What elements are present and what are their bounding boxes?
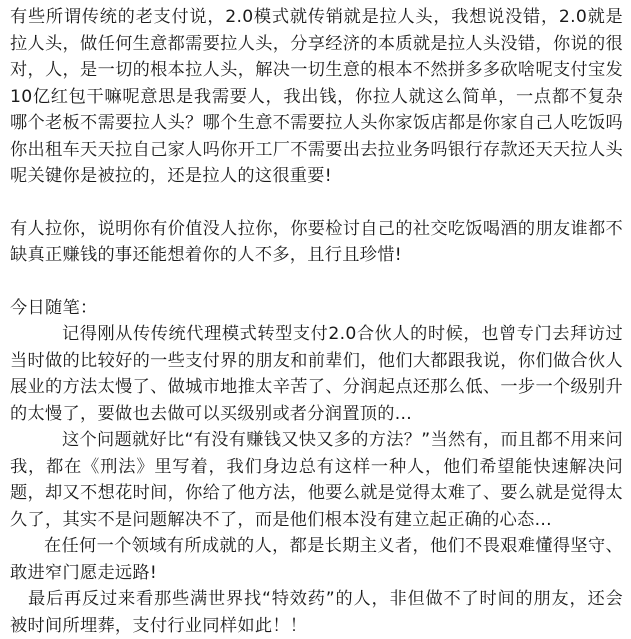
paragraph-gap: [10, 190, 623, 216]
paragraph-long-term: 在任何一个领域有所成就的人，都是长期主义者，他们不畏艰难懂得坚守、敢进窄门愿走远路!: [10, 536, 623, 583]
paragraph-analogy: 这个问题就好比“有没有赚钱又快又多的方法？”当然有，而且都不用来问我，都在《刑法》里写着，我们身边总有这样一种人，他们希望能快速解决问题，却又不想花时间，你给了他方法，他要么就是觉得太难了、要么就是觉得太久了，其实不是问题解决不了，而是他们根本没有建立起正确的心态...: [10, 430, 623, 530]
paragraph-memory: 记得刚从传传统代理模式转型支付2.0合伙人的时候，也曾专门去拜访过当时做的比较好的一些支付界的朋友和前辈们，他们大都跟我说，你们做合伙人展业的方法太慢了、做城市地推太辛苦了、分润起点还那么低、一步一个级别升的太慢了，要做也去做可以买级别或者分润置顶的...: [10, 324, 623, 424]
paragraph-conclusion: 最后再反过来看那些满世界找“特效药”的人，非但做不了时间的朋友，还会被时间所埋葬，支付行业同样如此！！: [10, 589, 623, 636]
paragraph-pull-people: 有些所谓传统的老支付说，2.0模式就传销就是拉人头，我想说没错，2.0就是拉人头，做任何生意都需要拉人头，分享经济的本质就是拉人头没错，你说的很对，人，是一切的根本拉人头，解决一切生意的根本不然拼多多砍啥呢支付宝发10亿红包干嘛呢意思是我需要人，我出钱，你拉人就这么简单，一点都不复杂哪个老板不需要拉人头？哪个生意不需要拉人头你家饭店都是你家自己人吃饭吗你出租车天天拉自己家人吗你开工厂不需要出去拉业务吗银行存款还天天拉人头呢关键你是被拉的，还是拉人的这很重要!: [10, 7, 623, 186]
paragraph-gap: [10, 269, 623, 295]
section-heading: 今日随笔：: [10, 297, 98, 318]
paragraph-value: 有人拉你，说明你有价值没人拉你，你要检讨自己的社交吃饭喝酒的朋友谁都不缺真正赚钱的事还能想着你的人不多，且行且珍惜!: [10, 218, 623, 265]
